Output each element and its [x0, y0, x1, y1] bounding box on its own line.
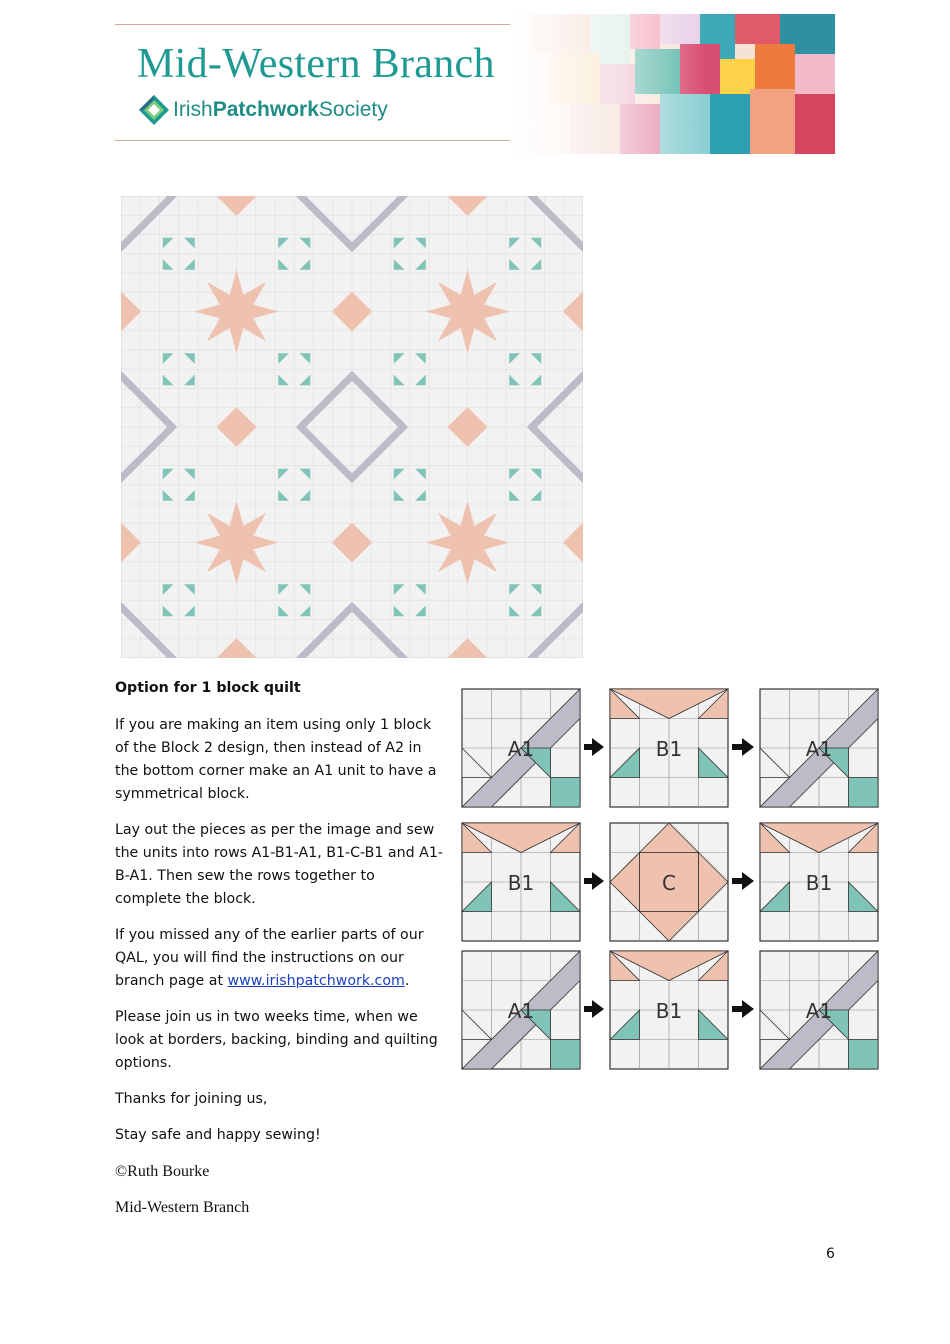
block-assembly-diagram: [460, 683, 880, 1073]
unit-ml: [462, 823, 580, 941]
unit-bl: [462, 951, 580, 1069]
unit-mr: [760, 823, 878, 941]
instructions-text: [115, 677, 445, 1232]
arrow-icon: [584, 738, 604, 756]
unit-tc: [610, 689, 728, 807]
unit-label-ml: B1: [507, 871, 535, 895]
unit-label-tr: A1: [805, 737, 833, 761]
quilt-center-star: [195, 501, 279, 585]
paragraph-1: If you are making an item using only 1 block of the Block 2 design, then instead of A2 in the bottom corner make an A1 unit to have a symmetrical block.: [115, 717, 437, 802]
unit-label-br: A1: [805, 999, 833, 1023]
unit-label-mc: C: [662, 871, 676, 895]
logo-wordmark: IrishPatchworkSociety: [173, 98, 388, 121]
unit-tl: [462, 689, 580, 807]
website-link[interactable]: www.irishpatchwork.com: [227, 973, 405, 989]
section-heading: Option for 1 block quilt: [115, 680, 301, 696]
paragraph-4: Please join us in two weeks time, when we look at borders, backing, binding and quilting options.: [115, 1009, 438, 1071]
unit-tr: [760, 689, 878, 807]
quilt-center-star: [195, 270, 279, 354]
arrow-icon: [732, 738, 754, 756]
arrow-icon: [732, 1000, 754, 1018]
unit-label-tc: B1: [655, 737, 683, 761]
branch-signature: Mid-Western Branch: [115, 1199, 250, 1216]
fabric-collage-image: [510, 14, 835, 154]
paragraph-6: Stay safe and happy sewing!: [115, 1127, 321, 1143]
paragraph-5: Thanks for joining us,: [115, 1091, 268, 1107]
unit-label-tl: A1: [507, 737, 535, 761]
unit-br: [760, 951, 878, 1069]
paragraph-3: If you missed any of the earlier parts of our QAL, you will find the instructions on our branch page at www.irishpatchwork.com.: [115, 927, 424, 989]
society-logo: [137, 92, 388, 128]
page-number: 6: [826, 1246, 835, 1262]
unit-label-mr: B1: [805, 871, 833, 895]
unit-label-bl: A1: [507, 999, 535, 1023]
logo-diamond-icon: [137, 93, 171, 127]
quilt-center-star: [426, 501, 510, 585]
unit-bc: [610, 951, 728, 1069]
arrow-icon: [732, 872, 754, 890]
copyright-line: ©Ruth Bourke: [115, 1163, 210, 1180]
unit-label-bc: B1: [655, 999, 683, 1023]
branch-title: Mid-Western Branch: [137, 41, 495, 87]
unit-mc: [610, 823, 728, 941]
page-header: [115, 14, 835, 154]
arrow-icon: [584, 1000, 604, 1018]
paragraph-2: Lay out the pieces as per the image and sew the units into rows A1-B1-A1, B1-C-B1 and A1-B-A1. Then sew the rows together to complete the block.: [115, 822, 443, 907]
arrow-icon: [584, 872, 604, 890]
quilt-center-star: [426, 270, 510, 354]
quilt-layout-image: [121, 196, 583, 658]
